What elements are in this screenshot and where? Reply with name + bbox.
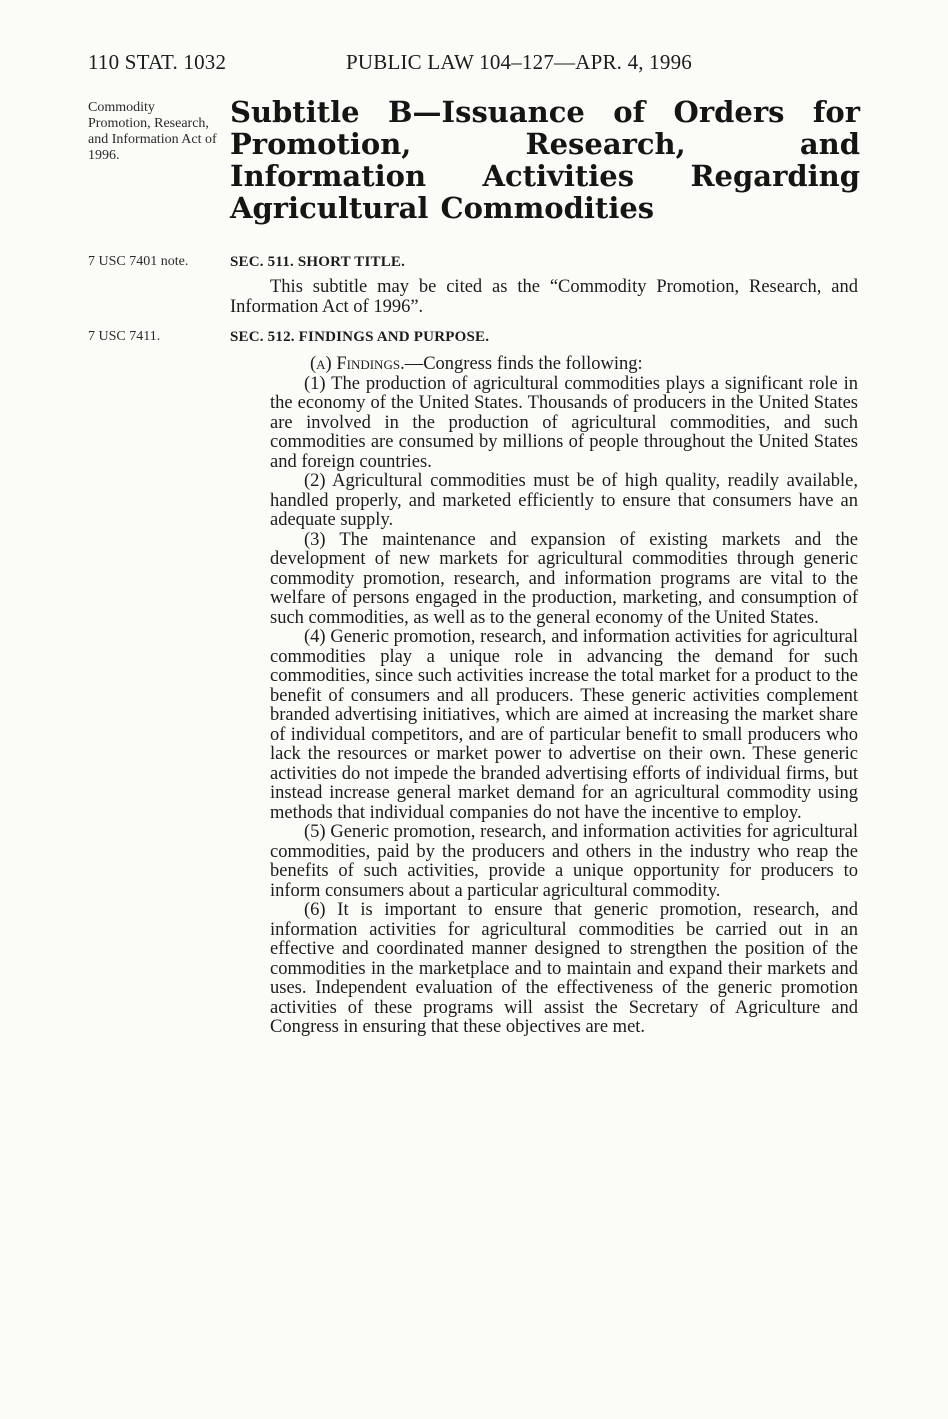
- public-law-reference: PUBLIC LAW 104–127—APR. 4, 1996: [346, 50, 692, 74]
- finding-paragraph-5: (5) Generic promotion, research, and information activities for agricultural commodities, paid by the producers and others in the industry who reap the benefits of such activities, provide a unique opportunity for producers to inform consumers about a particular agricultural commodity.: [270, 822, 858, 901]
- margin-note-usc-512: 7 USC 7411.: [88, 329, 161, 344]
- section-511-heading: SEC. 511. SHORT TITLE.: [230, 254, 406, 270]
- finding-paragraph-1: (1) The production of agricultural commodities plays a significant role in the economy of the United States. Thousands of producers in the United States are involved in the production of agricultural commodities, and such commodities are consumed by millions of people throughout the United States and foreign countries.: [270, 373, 858, 472]
- findings-label: (a) Findings.: [310, 354, 405, 374]
- finding-paragraph-3: (3) The maintenance and expansion of existing markets and the development of new markets for agricultural commodities through generic commodity promotion, research, and information programs are vital to the welfare of persons engaged in the production, marketing, and consumption of such commodities, as well as to the general economy of the United States.: [270, 529, 858, 628]
- subtitle-heading: Subtitle B—Issuance of Orders for Promotion, Research, and Information Activities Regarding Agricultural Commodities: [230, 95, 860, 225]
- margin-note-act-name: Commodity Promotion, Research, and Information Act of 1996.: [88, 100, 217, 163]
- finding-paragraph-6: (6) It is important to ensure that generic promotion, research, and information activities for agricultural commodities be carried out in an effective and coordinated manner designed to strengthen the position of the commodities in the marketplace and to maintain and expand their markets and uses. Independent evaluation of the effectiveness of the generic promotion activities of these programs will assist the Secretary of Agriculture and Congress in ensuring that these objectives are met.: [270, 900, 858, 1037]
- margin-note-usc-511: 7 USC 7401 note.: [88, 254, 189, 269]
- findings-lead-paragraph: [270, 355, 858, 375]
- section-512-heading: SEC. 512. FINDINGS AND PURPOSE.: [230, 329, 490, 345]
- findings-intro: —Congress finds the following:: [404, 354, 643, 374]
- finding-paragraph-4: (4) Generic promotion, research, and information activities for agricultural commodities play a unique role in advancing the demand for such commodities, since such activities increase the total market for a product to the benefit of consumers and all producers. These generic activities complement branded advertising initiatives, which are aimed at increasing the market share of individual competitors, and are of particular benefit to small producers who lack the resources or market power to advertise on their own. These generic activities do not impede the branded advertising efforts of individual firms, but instead increase general market demand for an agricultural commodity using methods that individual companies do not have the incentive to employ.: [270, 627, 858, 823]
- finding-paragraph-2: (2) Agricultural commodities must be of high quality, readily available, handled properly, and marketed efficiently to ensure that consumers have an adequate supply.: [270, 471, 858, 530]
- short-title-paragraph: This subtitle may be cited as the “Commodity Promotion, Research, and Information Act of 1996”.: [230, 277, 858, 317]
- section-511-body: [230, 278, 858, 317]
- findings-section: [270, 355, 858, 1038]
- statute-page-reference: 110 STAT. 1032: [88, 50, 227, 74]
